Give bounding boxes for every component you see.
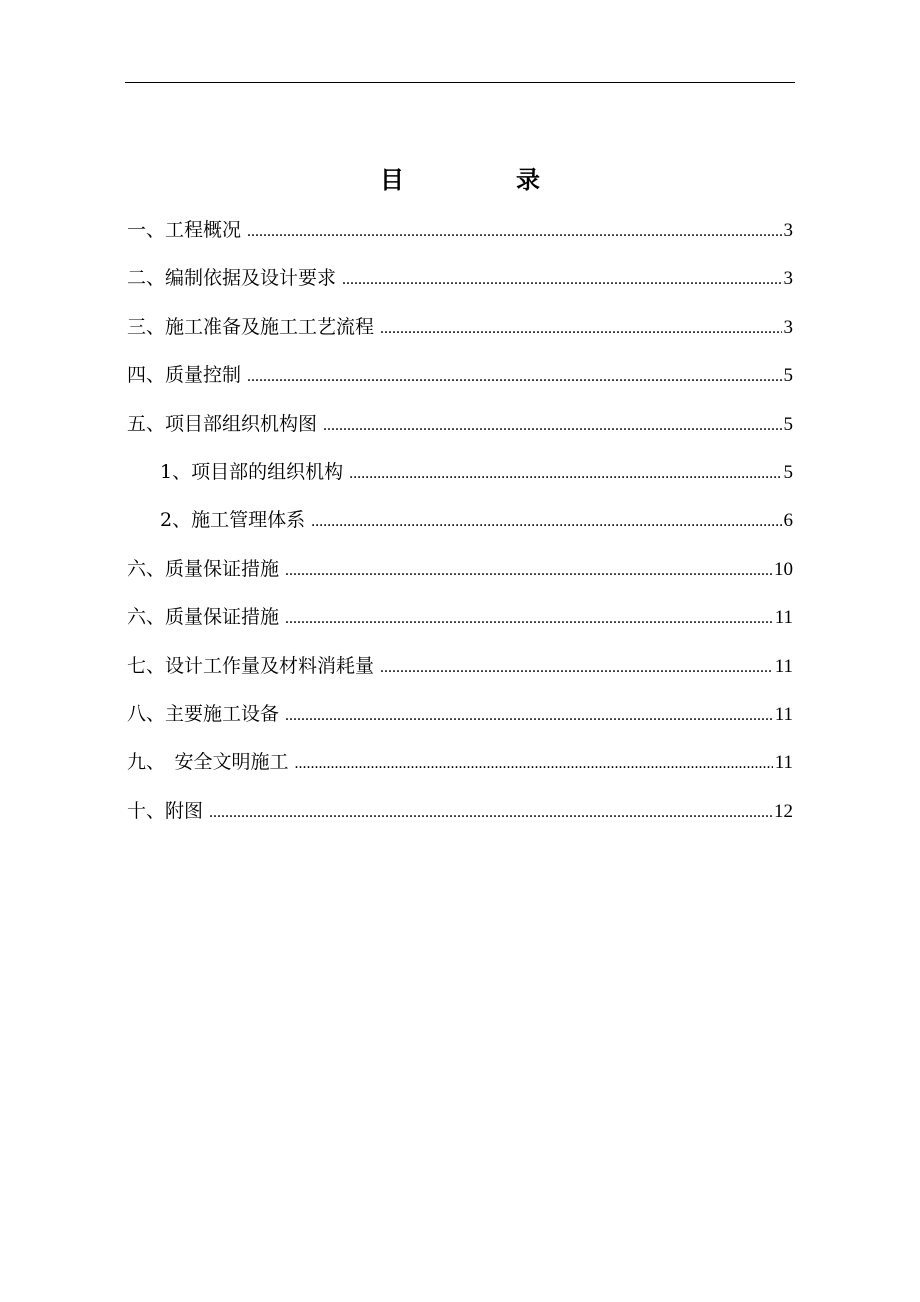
toc-dot-leader [311,504,781,540]
toc-entry-page: 12 [774,800,793,822]
toc-dot-leader [380,650,773,686]
toc-entry-page: 3 [783,220,793,241]
toc-entry-label: 六、质量保证措施 [127,606,280,629]
toc-entry-label: 2、施工管理体系 [160,509,306,532]
toc-entry-page: 11 [774,703,793,725]
toc-entry[interactable] [127,696,793,744]
toc-entry-label: 七、设计工作量及材料消耗量 [127,654,375,677]
toc-subentry[interactable] [127,454,793,502]
toc-entry-page: 11 [774,607,793,629]
toc-entry-page: 5 [783,413,793,435]
toc-entry[interactable] [127,793,793,841]
toc-title: 目 录 [380,165,584,194]
toc-dot-leader [247,214,781,250]
toc-entry[interactable] [127,357,793,405]
toc-entry[interactable] [127,260,793,308]
toc-dot-leader [295,746,773,782]
toc-dot-leader [285,698,773,734]
toc-entry[interactable] [127,309,793,357]
toc-entry-label: 二、编制依据及设计要求 [127,267,337,290]
toc-subentry[interactable] [127,502,793,550]
toc-entry-page: 11 [774,655,793,677]
toc-list [127,212,793,841]
toc-entry-label: 1、项目部的组织机构 [160,460,344,483]
header-rule [125,82,795,83]
toc-dot-leader [380,311,781,347]
toc-entry-page: 5 [783,461,793,483]
toc-entry-label: 一、工程概况 [127,219,242,241]
toc-entry[interactable] [127,212,793,260]
toc-entry-page: 3 [783,268,793,290]
toc-entry-page: 10 [774,558,793,580]
toc-entry-label: 六、质量保证措施 [127,557,280,580]
toc-entry[interactable] [127,744,793,792]
toc-entry-label: 四、质量控制 [127,364,242,387]
toc-entry[interactable] [127,648,793,696]
toc-entry-page: 11 [774,752,793,774]
toc-entry-page: 3 [783,316,793,338]
toc-dot-leader [285,601,773,637]
toc-entry-page: 5 [783,365,793,387]
toc-dot-leader [285,553,772,589]
toc-entry-label: 十、附图 [127,799,204,822]
toc-entry[interactable] [127,551,793,599]
toc-entry-label: 八、主要施工设备 [127,702,280,725]
toc-dot-leader [247,359,781,395]
toc-dot-leader [342,262,781,298]
toc-entry[interactable] [127,406,793,454]
toc-dot-leader [209,795,772,831]
toc-entry-page: 6 [783,510,793,532]
toc-entry-label: 五、项目部组织机构图 [127,412,318,435]
toc-entry[interactable] [127,599,793,647]
toc-entry-label: 九、 安全文明施工 [127,751,289,774]
toc-dot-leader [323,408,781,444]
toc-dot-leader [349,456,781,492]
toc-entry-label: 三、施工准备及施工工艺流程 [127,315,375,338]
